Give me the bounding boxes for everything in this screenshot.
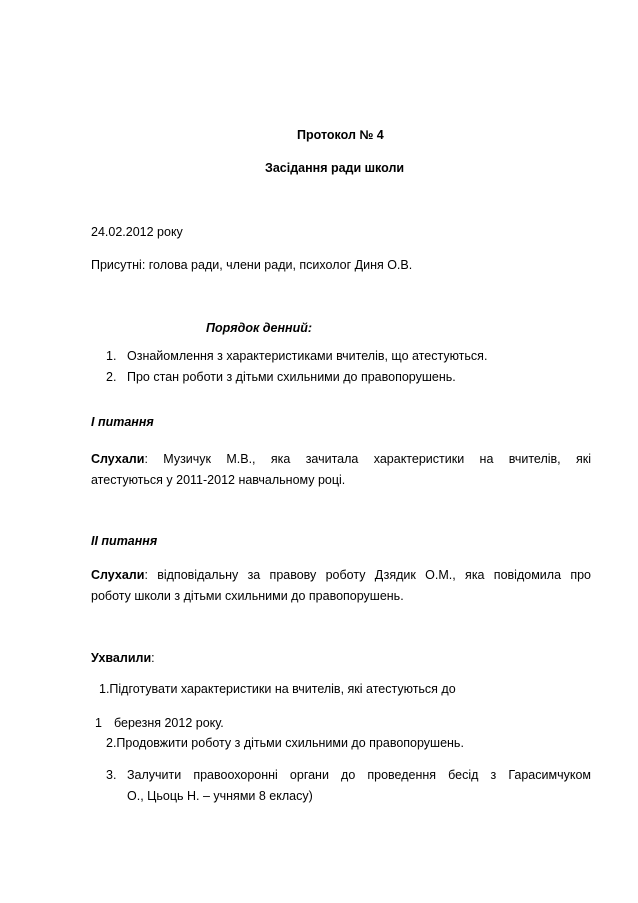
decision-item-3-line-2: О., Цьоць Н. – учнями 8 екласу): [127, 789, 313, 803]
decided-colon: :: [151, 651, 155, 665]
question-2-heading: ІІ питання: [91, 534, 158, 548]
decision-item-3-line-1: Залучити правоохоронні органи до проведення бесід з Гарасимчуком: [127, 768, 591, 782]
agenda-heading: Порядок денний:: [206, 321, 313, 335]
decision-item-3-number: 3.: [106, 768, 117, 782]
question-1-heading: І питання: [91, 415, 154, 429]
question-1-line-2: атестуються у 2011-2012 навчальному році.: [91, 473, 346, 487]
decided-label: Ухвалили: [91, 651, 152, 665]
agenda-item-text: Про стан роботи з дітьми схильними до правопорушень.: [127, 370, 456, 384]
question-2-line-1: [91, 567, 591, 583]
heard-label: Слухали: [91, 452, 145, 466]
decision-item-1b-text: березня 2012 року.: [114, 716, 224, 730]
heard-text: : Музичук М.В., яка зачитала характеристики на вчителів, які: [144, 452, 591, 466]
decision-item-1a: 1.Підготувати характеристики на вчителів, які атестуються до: [99, 682, 456, 696]
attendees: Присутні: голова ради, члени ради, психолог Диня О.В.: [91, 258, 413, 272]
agenda-item-number: 2.: [106, 370, 117, 384]
page-subtitle: Засідання ради школи: [265, 161, 405, 175]
decision-item-1b-number: 1: [95, 716, 102, 730]
heard-label: Слухали: [91, 568, 145, 582]
heard-text: : відповідальну за правову роботу Дзядик О.М., яка повідомила про: [144, 568, 591, 582]
decision-item-2: 2.Продовжити роботу з дітьми схильними до правопорушень.: [106, 736, 464, 750]
agenda-item-number: 1.: [106, 349, 117, 363]
question-2-line-2: роботу школи з дітьми схильними до правопорушень.: [91, 589, 404, 603]
meeting-date: 24.02.2012 року: [91, 225, 183, 239]
question-1-line-1: [91, 451, 591, 467]
page-title: Протокол № 4: [297, 128, 384, 142]
decision-heading: [91, 650, 155, 666]
agenda-item-text: Ознайомлення з характеристиками вчителів, що атестуються.: [127, 349, 488, 363]
